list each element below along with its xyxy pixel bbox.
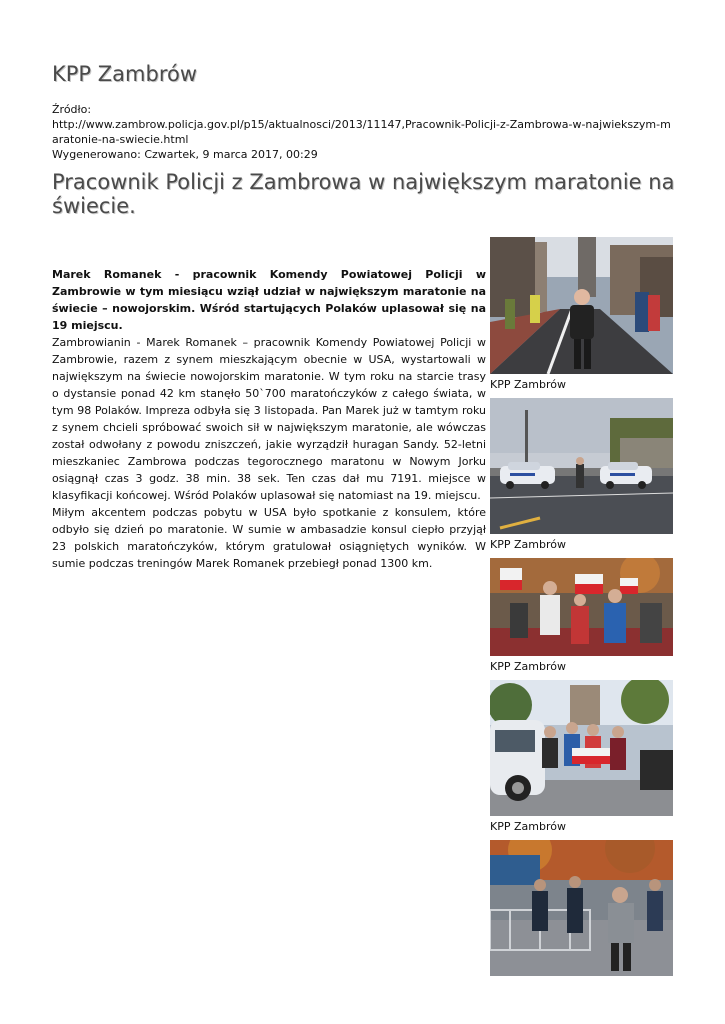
source-meta: [52, 102, 677, 162]
gallery-item: [490, 237, 673, 398]
article-paragraph: Zambrowianin - Marek Romanek – pracownik Komendy Powiatowej Policji w Zambrowie, razem z synem mieszkającym obecnie w USA, wystartowali w największym na świecie nowojorskim maratonie. W tym roku na starcie trasy o dystansie ponad 42 km stanęło 50`700 maratończyków z całego świata, w tym 98 Polaków. Impreza odbyła się 3 listopada. Pan Marek już w tamtym roku z synem chcieli spróbować swoich sił w największym maratonie, ale wówczas został odwołany z powodu zniszczeń, jakie wyrządził huragan Sandy. 52-letni mieszkaniec Zambrowa podczas tegorocznego maratonu w Nowym Jorku osiągnął czas 3 godz. 38 min. 38 sek. Ten czas dał mu 7191. miejsce w klasyfikacji końcowej. Wśród Polaków uplasował się natomiast na 19. miejscu.: [52, 336, 486, 502]
gallery-item: [490, 840, 673, 976]
photo-group-by-car[interactable]: [490, 680, 673, 816]
site-title: KPP Zambrów: [52, 62, 198, 86]
gallery-item: [490, 398, 673, 558]
source-url[interactable]: http://www.zambrow.policja.gov.pl/p15/aktualnosci/2013/11147,Pracownik-Policji-z-Zambrowa-w-najwiekszym-maratonie-na-swiecie.html: [52, 118, 671, 146]
photo-group-with-flags[interactable]: [490, 558, 673, 656]
source-label: Źródło:: [52, 103, 92, 116]
article-lead: Marek Romanek - pracownik Komendy Powiatowej Policji w Zambrowie w tym miesiącu wziął udział w największym maratonie na świecie – nowojorskim. Wśród startujących Polaków uplasował się na 19 miejscu.: [52, 268, 486, 332]
gallery-item: [490, 680, 673, 840]
photo-police-cars-road[interactable]: [490, 398, 673, 534]
photo-caption: KPP Zambrów: [490, 378, 566, 391]
photo-runner-city-street[interactable]: [490, 237, 673, 374]
photo-caption: KPP Zambrów: [490, 820, 566, 833]
photo-police-escort[interactable]: [490, 840, 673, 976]
gallery-item: [490, 558, 673, 680]
photo-caption: KPP Zambrów: [490, 660, 566, 673]
generated-date: Wygenerowano: Czwartek, 9 marca 2017, 00:29: [52, 148, 318, 161]
photo-gallery: [490, 237, 673, 976]
article-body: [52, 266, 486, 572]
article-paragraph: Miłym akcentem podczas pobytu w USA było spotkanie z konsulem, które odbyło się dzień po maratonie. W sumie w ambasadzie konsul ciepło przyjął 23 polskich maratończyków, którym gratulował osiągniętych wyników. W sumie podczas treningów Marek Romanek przebiegł ponad 1300 km.: [52, 506, 486, 570]
article-title: Pracownik Policji z Zambrowa w największym maratonie na świecie.: [52, 170, 675, 218]
photo-caption: KPP Zambrów: [490, 538, 566, 551]
